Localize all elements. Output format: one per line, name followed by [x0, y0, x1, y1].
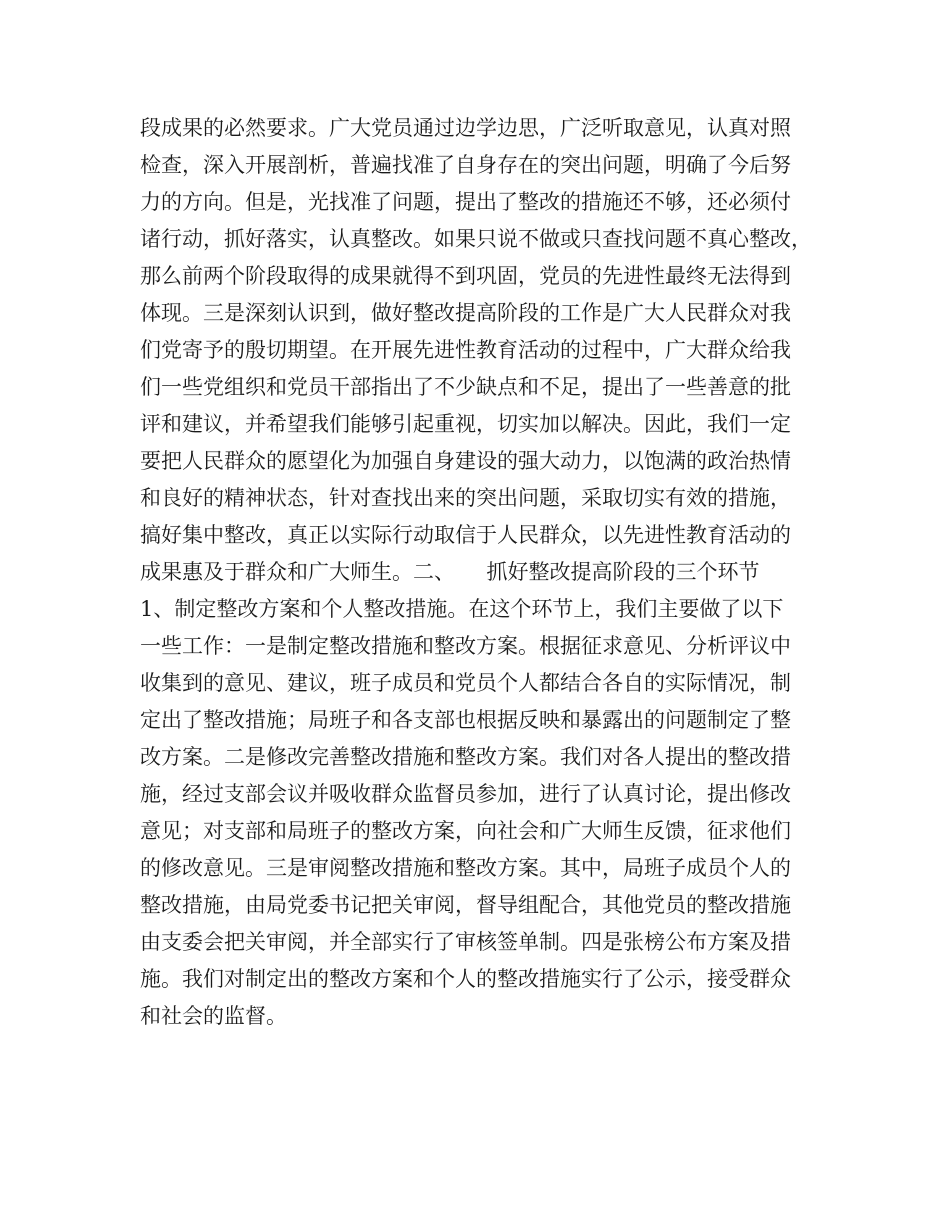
- text-line: 一些工作：一是制定整改措施和整改方案。根据征求意见、分析评议中: [140, 634, 791, 658]
- text-line: 和良好的精神状态，针对查找出来的突出问题，采取切实有效的措施，: [140, 486, 791, 510]
- text-line: 搞好集中整改，真正以实际行动取信于人民群众，以先进性教育活动的: [140, 523, 791, 547]
- text-line: 和社会的监督。: [140, 1004, 287, 1028]
- text-line: 改方案。二是修改完善整改措施和整改方案。我们对各人提出的整改措: [140, 745, 791, 769]
- text-line: 整改措施，由局党委书记把关审阅，督导组配合，其他党员的整改措施: [140, 893, 791, 917]
- text-line: 检查，深入开展剖析，普遍找准了自身存在的突出问题，明确了今后努: [140, 153, 791, 177]
- text-line: 们一些党组织和党员干部指出了不少缺点和不足，提出了一些善意的批: [140, 375, 791, 399]
- text-line: 的修改意见。三是审阅整改措施和整改方案。其中，局班子成员个人的: [140, 856, 791, 880]
- text-line: 段成果的必然要求。广大党员通过边学边思，广泛听取意见，认真对照: [140, 116, 791, 140]
- text-line: 成果惠及于群众和广大师生。二、 抓好整改提高阶段的三个环节: [140, 560, 760, 584]
- text-line: 收集到的意见、建议，班子成员和党员个人都结合各自的实际情况，制: [140, 671, 791, 695]
- text-line: 诸行动，抓好落实，认真整改。如果只说不做或只查找问题不真心整改，: [140, 227, 812, 251]
- text-line: 定出了整改措施；局班子和各支部也根据反映和暴露出的问题制定了整: [140, 708, 791, 732]
- text-line: 要把人民群众的愿望化为加强自身建设的强大动力，以饱满的政治热情: [140, 449, 791, 473]
- text-line: 那么前两个阶段取得的成果就得不到巩固，党员的先进性最终无法得到: [140, 264, 791, 288]
- body-text: [140, 110, 830, 1035]
- text-line: 力的方向。但是，光找准了问题，提出了整改的措施还不够，还必须付: [140, 190, 791, 214]
- text-line: 1、制定整改方案和个人整改措施。在这个环节上，我们主要做了以下: [140, 597, 784, 621]
- text-line: 体现。三是深刻认识到，做好整改提高阶段的工作是广大人民群众对我: [140, 301, 791, 325]
- text-line: 们党寄予的殷切期望。在开展先进性教育活动的过程中，广大群众给我: [140, 338, 791, 362]
- text-line: 由支委会把关审阅，并全部实行了审核签单制。四是张榜公布方案及措: [140, 930, 791, 954]
- text-line: 评和建议，并希望我们能够引起重视，切实加以解决。因此，我们一定: [140, 412, 791, 436]
- text-line: 意见；对支部和局班子的整改方案，向社会和广大师生反馈，征求他们: [140, 819, 791, 843]
- text-line: 施，经过支部会议并吸收群众监督员参加，进行了认真讨论，提出修改: [140, 782, 791, 806]
- text-line: 施。我们对制定出的整改方案和个人的整改措施实行了公示，接受群众: [140, 967, 791, 991]
